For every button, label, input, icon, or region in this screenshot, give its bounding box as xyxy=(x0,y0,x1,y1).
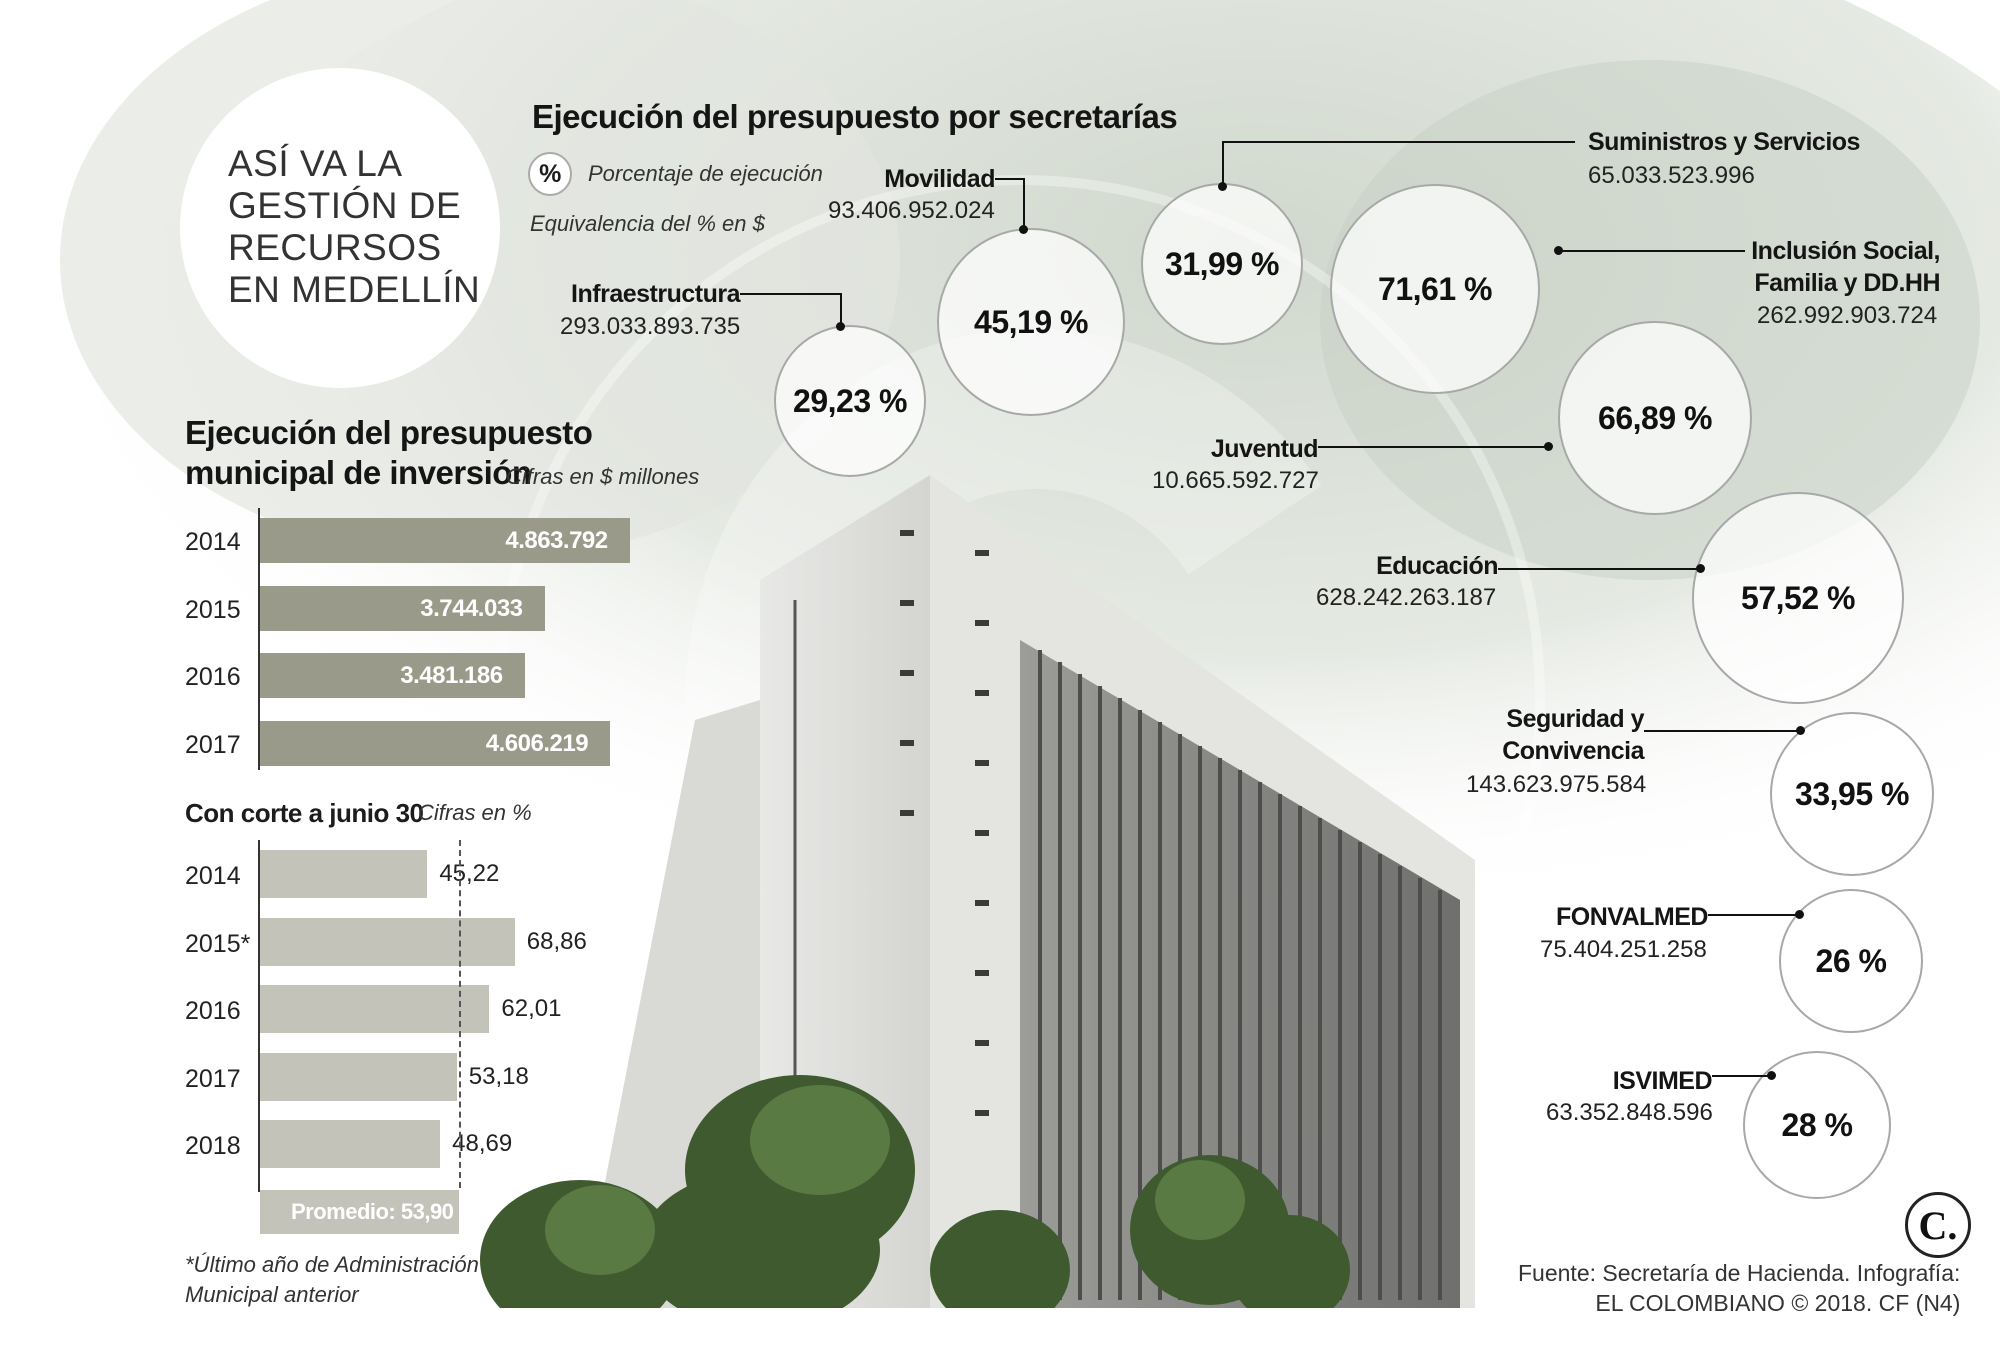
connector-dot xyxy=(1696,564,1705,573)
secretaria-amount: 65.033.523.996 xyxy=(1588,162,1755,189)
june-bar xyxy=(260,918,515,966)
secretaria-name: Juventud xyxy=(1210,435,1318,463)
connector-dot xyxy=(1796,726,1805,735)
secretaria-circle xyxy=(1743,1051,1891,1199)
investment-year-label: 2014 xyxy=(185,528,241,556)
investment-chart-subtitle: Cifras en $ millones xyxy=(506,464,700,489)
secretaria-percent: 66,89 % xyxy=(1598,399,1712,436)
june-year-label: 2015* xyxy=(185,929,251,958)
secretaria-percent: 71,61 % xyxy=(1378,270,1492,307)
june-value-label: 53,18 xyxy=(468,1062,529,1090)
average-label: Promedio: 53,90 xyxy=(290,1198,454,1224)
secretaria-circle xyxy=(1770,712,1934,876)
connector-line xyxy=(995,178,1023,180)
el-colombiano-logo xyxy=(1905,1192,1971,1258)
investment-value-label: 4.863.792 xyxy=(505,527,608,554)
june-value-label: 68,86 xyxy=(526,927,587,955)
connector-line xyxy=(1712,1075,1771,1077)
secretaria-amount: 10.665.592.727 xyxy=(1152,467,1319,494)
secretaria-name: Educación xyxy=(1376,552,1498,580)
june-bar xyxy=(260,985,489,1033)
secretaria-percent: 33,95 % xyxy=(1795,775,1909,812)
investment-chart-title-line-2: municipal de inversión xyxy=(185,454,532,491)
secretaria-name: ISVIMED xyxy=(1612,1067,1712,1095)
secretaria-name: Movilidad xyxy=(884,165,995,193)
june-chart-title: Con corte a junio 30 xyxy=(185,798,424,828)
connector-line xyxy=(1222,141,1224,185)
secretaria-name: Suministros y Servicios xyxy=(1588,128,1860,156)
secretaria-amount: 93.406.952.024 xyxy=(828,197,995,224)
connector-dot xyxy=(1795,910,1804,919)
secretaria-name: Seguridad y Convivencia xyxy=(1502,705,1644,765)
legend-equivalence-text: Equivalencia del % en $ xyxy=(530,211,765,236)
connector-dot xyxy=(1544,442,1553,451)
june-bar xyxy=(260,850,427,898)
investment-year-label: 2017 xyxy=(185,730,241,759)
secretaria-amount: 262.992.903.724 xyxy=(1757,302,1938,329)
secretaria-percent: 29,23 % xyxy=(793,382,907,419)
secretaria-percent: 45,19 % xyxy=(974,303,1088,340)
june-value-label: 45,22 xyxy=(439,860,500,887)
secretaria-amount: 293.033.893.735 xyxy=(560,313,741,340)
page-title: ASÍ VA LA GESTIÓN DE RECURSOS EN MEDELLÍN xyxy=(228,143,481,310)
investment-year-label: 2015 xyxy=(185,595,241,624)
legend-percent-text: Porcentaje de ejecución xyxy=(588,161,823,186)
june-bar xyxy=(260,1053,457,1101)
secretaria-circle xyxy=(937,228,1125,416)
investment-value-label: 3.744.033 xyxy=(420,594,523,622)
connector-line xyxy=(1318,446,1548,448)
secretaria-circle xyxy=(1692,492,1904,704)
logo-text: C. xyxy=(1918,1202,1958,1248)
secretaria-percent: 31,99 % xyxy=(1165,245,1279,282)
june-year-label: 2014 xyxy=(185,862,241,890)
secretaria-amount: 143.623.975.584 xyxy=(1466,771,1647,798)
footnote: *Último año de Administración Municipal anterior xyxy=(185,1252,479,1307)
june-year-label: 2018 xyxy=(185,1132,241,1160)
secretaria-circle xyxy=(1558,321,1752,515)
secretaria-name: Inclusión Social, Familia y DD.HH xyxy=(1751,237,1940,297)
secretaria-percent: 26 % xyxy=(1815,942,1887,979)
average-line xyxy=(459,840,461,1188)
connector-dot xyxy=(1019,225,1028,234)
june-value-label: 48,69 xyxy=(452,1130,513,1157)
secretaria-amount: 628.242.263.187 xyxy=(1316,584,1497,611)
legend-symbol: % xyxy=(539,159,561,188)
june-year-label: 2017 xyxy=(185,1064,241,1093)
investment-year-label: 2016 xyxy=(185,663,241,691)
connector-line xyxy=(1023,178,1025,228)
connector-line xyxy=(1222,141,1575,143)
main-heading: Ejecución del presupuesto por secretarías xyxy=(532,98,1178,135)
connector-line xyxy=(740,293,840,295)
secretaria-name: Infraestructura xyxy=(571,280,740,308)
connector-dot xyxy=(1767,1071,1776,1080)
secretaria-amount: 75.404.251.258 xyxy=(1540,936,1707,963)
investment-value-label: 4.606.219 xyxy=(485,729,589,757)
connector-dot xyxy=(1218,182,1227,191)
june-year-label: 2016 xyxy=(185,997,241,1025)
source-credit: Fuente: Secretaría de Hacienda. Infografía: EL COLOMBIANO © 2018. CF (N4) xyxy=(1518,1260,1961,1316)
june-chart-subtitle: Cifras en % xyxy=(418,800,532,825)
secretaria-circle xyxy=(774,325,926,477)
secretaria-name: FONVALMED xyxy=(1556,903,1708,931)
connector-line xyxy=(1644,730,1800,732)
secretaria-amount: 63.352.848.596 xyxy=(1546,1099,1713,1126)
june-bar xyxy=(260,1120,440,1168)
secretaria-percent: 57,52 % xyxy=(1741,579,1855,616)
connector-line xyxy=(840,293,842,325)
connector-line xyxy=(1708,914,1799,916)
secretaria-circle xyxy=(1141,183,1303,345)
investment-value-label: 3.481.186 xyxy=(400,662,503,689)
connector-line xyxy=(1498,568,1700,570)
connector-dot xyxy=(836,322,845,331)
secretaria-percent: 28 % xyxy=(1781,1106,1853,1143)
investment-chart-title-line-1: Ejecución del presupuesto xyxy=(185,414,593,451)
june-value-label: 62,01 xyxy=(501,995,562,1022)
